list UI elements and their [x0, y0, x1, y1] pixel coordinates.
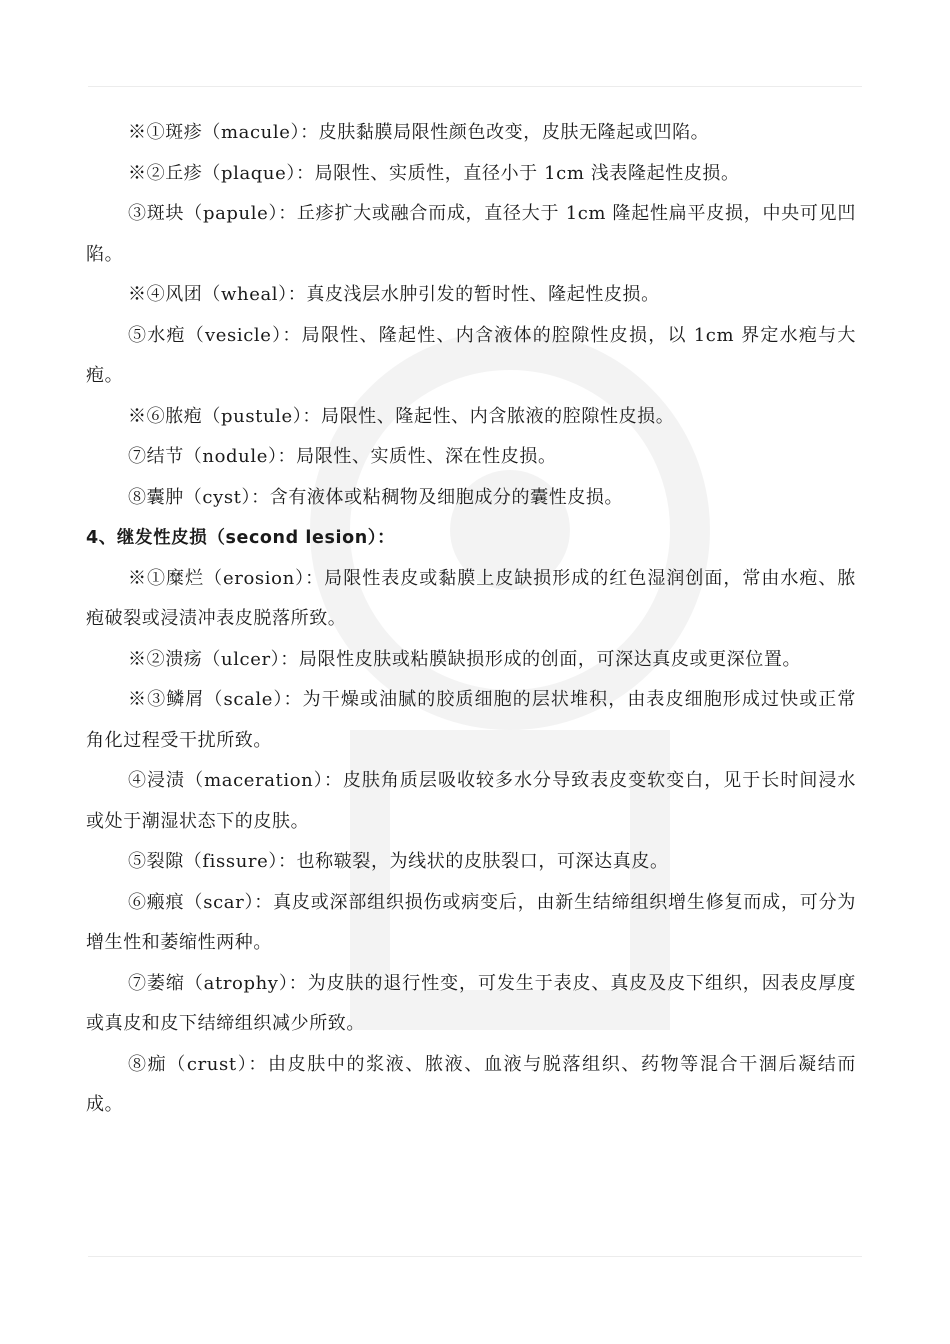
paragraph-vesicle: ⑤水疱（vesicle）：局限性、隆起性、内含液体的腔隙性皮损，以 1cm 界定水疱与大疱。	[86, 324, 856, 386]
paragraph-wheal: ※④风团（wheal）：真皮浅层水肿引发的暂时性、隆起性皮损。	[128, 284, 660, 305]
paragraph-papule: ③斑块（papule）：丘疹扩大或融合而成，直径大于 1cm 隆起性扁平皮损，中央可见凹陷。	[86, 203, 856, 265]
header-rule	[88, 86, 862, 87]
paragraph-maceration: ④浸渍（maceration）：皮肤角质层吸收较多水分导致表皮变软变白，见于长时间浸水或处于潮湿状态下的皮肤。	[86, 770, 856, 832]
paragraph-nodule: ⑦结节（nodule）：局限性、实质性、深在性皮损。	[128, 446, 557, 467]
paragraph-macule: ※①斑疹（macule）：皮肤黏膜局限性颜色改变，皮肤无隆起或凹陷。	[128, 122, 710, 143]
paragraph-ulcer: ※②溃疡（ulcer）：局限性皮肤或粘膜缺损形成的创面，可深达真皮或更深位置。	[128, 648, 802, 670]
paragraph-crust: ⑧痂（crust）：由皮肤中的浆液、脓液、血液与脱落组织、药物等混合干涸后凝结而成。	[86, 1053, 856, 1115]
paragraph-cyst: ⑧囊肿（cyst）：含有液体或粘稠物及细胞成分的囊性皮损。	[128, 486, 624, 508]
paragraph-scar: ⑥瘢痕（scar）：真皮或深部组织损伤或病变后，由新生结缔组织增生修复而成，可分为增生性和萎缩性两种。	[86, 891, 856, 953]
paragraph-scale: ※③鳞屑（scale）：为干燥或油腻的胶质细胞的层状堆积，由表皮细胞形成过快或正常角化过程受干扰所致。	[86, 689, 856, 751]
paragraph-erosion: ※①糜烂（erosion）：局限性表皮或黏膜上皮缺损形成的红色湿润创面，常由水疱、脓疱破裂或浸渍冲表皮脱落所致。	[86, 567, 856, 629]
footer-rule	[88, 1256, 862, 1257]
paragraph-plaque: ※②丘疹（plaque）：局限性、实质性，直径小于 1cm 浅表隆起性皮损。	[128, 162, 740, 184]
document-body	[86, 113, 856, 1126]
paragraph-fissure: ⑤裂隙（fissure）：也称皲裂，为线状的皮肤裂口，可深达真皮。	[128, 851, 669, 872]
paragraph-atrophy: ⑦萎缩（atrophy）：为皮肤的退行性变，可发生于表皮、真皮及皮下组织，因表皮厚度或真皮和皮下结缔组织减少所致。	[86, 972, 856, 1034]
section-heading-secondary-lesion: 4、继发性皮损（second lesion）：	[86, 528, 396, 548]
paragraph-pustule: ※⑥脓疱（pustule）：局限性、隆起性、内含脓液的腔隙性皮损。	[128, 405, 675, 427]
